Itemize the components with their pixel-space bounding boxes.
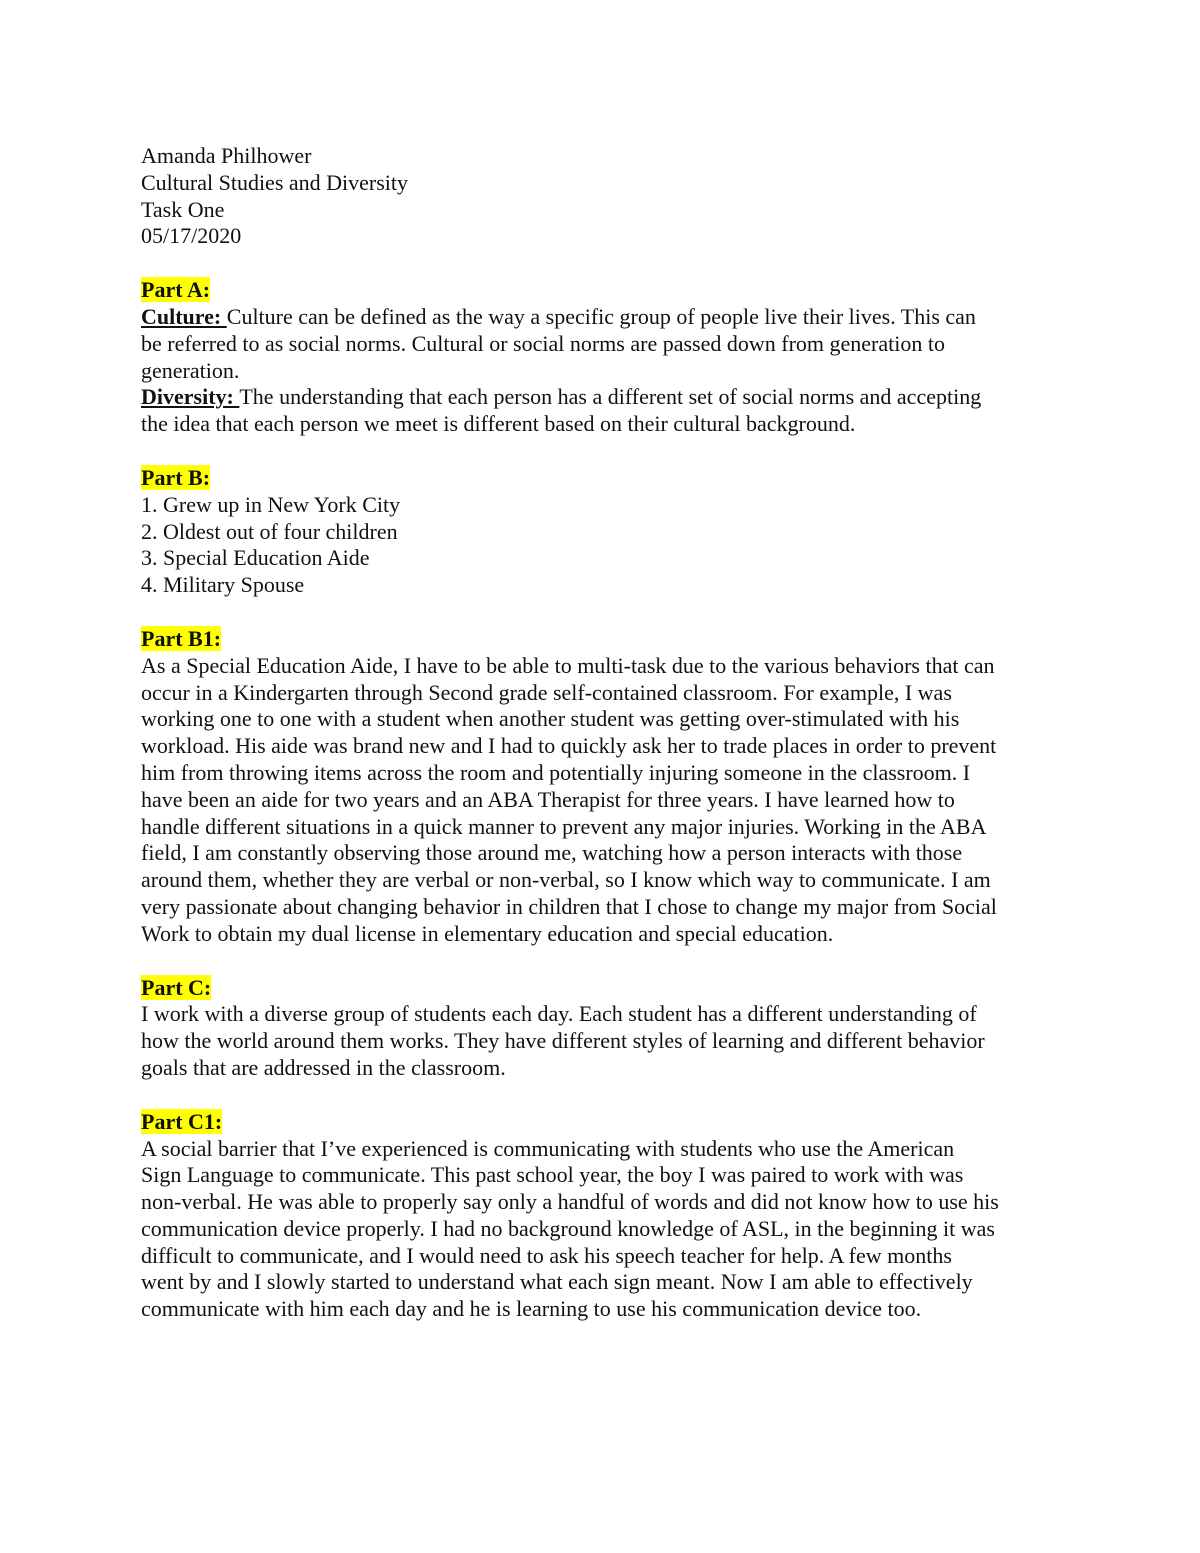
spacer xyxy=(141,438,1071,465)
section-part-a xyxy=(141,277,1071,438)
list-item: 3. Special Education Aide xyxy=(141,545,370,571)
section-heading-part-c: Part C: xyxy=(141,974,212,1000)
spacer xyxy=(141,599,1071,626)
paragraph-line: working one to one with a student when another student was getting over-stimulated with his xyxy=(141,706,960,732)
section-heading-part-c1: Part C1: xyxy=(141,1108,223,1134)
paragraph-line: how the world around them works. They have different styles of learning and different behavior xyxy=(141,1028,985,1054)
section-part-b xyxy=(141,465,1071,599)
paragraph-line: field, I am constantly observing those around me, watching how a person interacts with those xyxy=(141,840,963,866)
paragraph-line: As a Special Education Aide, I have to be able to multi-task due to the various behaviors that can xyxy=(141,652,995,678)
term-culture: Culture: xyxy=(141,303,227,329)
paragraph-line: him from throwing items across the room and potentially injuring someone in the classroom. I xyxy=(141,759,971,785)
paragraph-line: goals that are addressed in the classroom. xyxy=(141,1054,506,1080)
culture-definition-line: be referred to as social norms. Cultural or social norms are passed down from generation to xyxy=(141,330,945,356)
section-part-c xyxy=(141,975,1071,1082)
spacer xyxy=(141,1082,1071,1109)
task-name: Task One xyxy=(141,196,225,222)
paragraph-line: communicate with him each day and he is learning to use his communication device too. xyxy=(141,1296,922,1322)
list-item: 1. Grew up in New York City xyxy=(141,491,401,517)
section-heading-part-a: Part A: xyxy=(141,277,211,303)
paragraph-line: non-verbal. He was able to properly say only a handful of words and did not know how to use his xyxy=(141,1189,999,1215)
author-name: Amanda Philhower xyxy=(141,143,312,168)
paragraph-line: difficult to communicate, and I would need to ask his speech teacher for help. A few months xyxy=(141,1242,952,1268)
paragraph-line: handle different situations in a quick manner to prevent any major injuries. Working in the ABA xyxy=(141,813,987,839)
list-item: 2. Oldest out of four children xyxy=(141,518,398,544)
document-date: 05/17/2020 xyxy=(141,223,242,249)
course-name: Cultural Studies and Diversity xyxy=(141,169,409,195)
paragraph-line: very passionate about changing behavior in children that I chose to change my major from Social xyxy=(141,893,997,919)
diversity-definition-line: The understanding that each person has a different set of social norms and accepting xyxy=(239,384,982,410)
document-header xyxy=(141,143,1071,250)
document-page xyxy=(141,143,1071,1323)
list-item: 4. Military Spouse xyxy=(141,572,305,598)
section-heading-part-b1: Part B1: xyxy=(141,625,222,651)
diversity-definition-line: the idea that each person we meet is different based on their cultural background. xyxy=(141,411,856,437)
paragraph-line: A social barrier that I’ve experienced is communicating with students who use the American xyxy=(141,1135,955,1161)
paragraph-line: communication device properly. I had no background knowledge of ASL, in the beginning it was xyxy=(141,1215,995,1241)
paragraph-line: I work with a diverse group of students each day. Each student has a different understanding of xyxy=(141,1001,977,1027)
section-part-c1 xyxy=(141,1109,1071,1323)
section-part-b1 xyxy=(141,626,1071,948)
spacer xyxy=(141,948,1071,975)
paragraph-line: Work to obtain my dual license in elementary education and special education. xyxy=(141,920,834,946)
paragraph-line: have been an aide for two years and an ABA Therapist for three years. I have learned how to xyxy=(141,786,955,812)
paragraph-line: went by and I slowly started to understand what each sign meant. Now I am able to effectively xyxy=(141,1269,973,1295)
paragraph-line: occur in a Kindergarten through Second grade self-contained classroom. For example, I was xyxy=(141,679,952,705)
paragraph-line: around them, whether they are verbal or non-verbal, so I know which way to communicate. I am xyxy=(141,867,991,893)
section-heading-part-b: Part B: xyxy=(141,464,211,490)
culture-definition-line: generation. xyxy=(141,357,240,383)
spacer xyxy=(141,250,1071,277)
term-diversity: Diversity: xyxy=(141,384,240,410)
paragraph-line: workload. His aide was brand new and I had to quickly ask her to trade places in order to prevent xyxy=(141,733,997,759)
culture-definition-line: Culture can be defined as the way a specific group of people live their lives. This can xyxy=(226,303,976,329)
paragraph-line: Sign Language to communicate. This past school year, the boy I was paired to work with was xyxy=(141,1162,964,1188)
